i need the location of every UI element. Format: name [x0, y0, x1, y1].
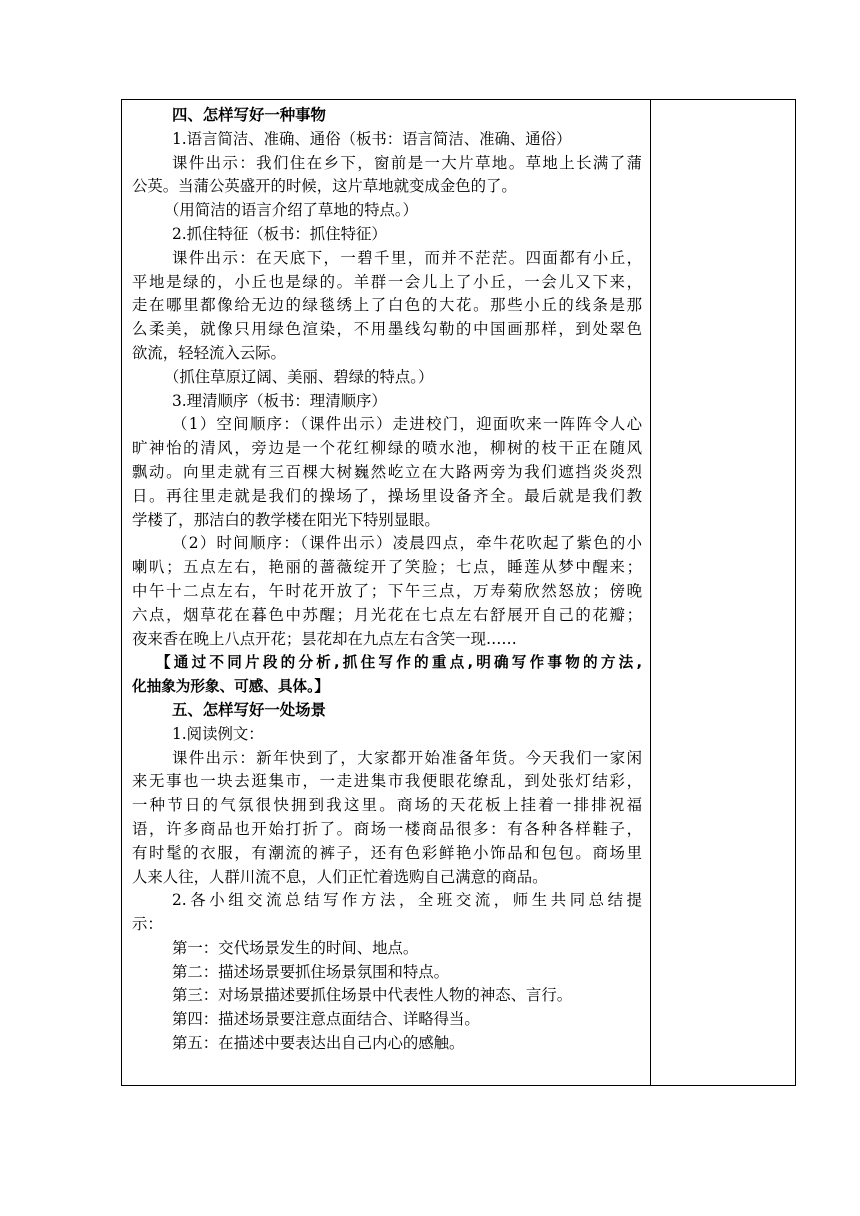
time-order-line: 中午十二点左右，午时花开放了；下午三点，万寿菊欣然怒放；傍晚 [132, 581, 642, 600]
example-2-line: 走在哪里都像给无边的绿毯绣上了白色的大花。那些小丘的线条是那 [132, 296, 642, 315]
example-2-line: 么柔美，就像只用绿色渲染，不用墨线勾勒的中国画那样，到处翠色 [132, 320, 642, 339]
point-2-key-features: 2.抓住特征（板书：抓住特征） [172, 224, 387, 243]
method-point: 第二：描述场景要抓住场景氛围和特点。 [172, 962, 450, 981]
example-2-line: 课件出示：在天底下，一碧千里，而并不茫茫。四面都有小丘， [172, 248, 642, 267]
method-point: 第三：对场景描述要抓住场景中代表性人物的神态、言行。 [172, 986, 573, 1005]
method-point: 第五：在描述中要表达出自己内心的感触。 [172, 1034, 465, 1053]
scene-example-line: 一种节日的气氛很快拥到我这里。商场的天花板上挂着一排排祝福 [132, 796, 642, 815]
summary-note-line: 化抽象为形象、可感、具体。】 [132, 678, 330, 696]
spatial-order-line: 旷神怡的清风，旁边是一个花红柳绿的喷水池，柳树的枝干正在随风 [132, 439, 642, 458]
spatial-order-line: 日。再往里走就是我们的操场了，操场里设备齐全。最后就是我们教 [132, 486, 642, 505]
scene-example-line: 人来人往，人群川流不息，人们正忙着选购自己满意的商品。 [132, 867, 548, 886]
example-2-line: 欲流，轻轻流入云际。 [132, 343, 286, 362]
summary-note-line: 【通过不同片段的分析,抓住写作的重点,明确写作事物的方法, [156, 654, 642, 672]
notes-column-cell [651, 100, 795, 1085]
read-example-label: 1.阅读例文： [172, 724, 264, 743]
time-order-line: 夜来香在晚上八点开花；昙花却在九点左右含笑一现…… [132, 629, 517, 648]
example-2-note: （抓住草原辽阔、美丽、碧绿的特点。） [164, 367, 434, 386]
scene-example-line: 有时髦的衣服，有潮流的裤子，还有色彩鲜艳小饰品和包包。商场里 [132, 843, 642, 862]
scene-example-line: 语，许多商品也开始打折了。商场一楼商品很多：有各种各样鞋子， [132, 819, 642, 838]
spatial-order-line: 飘动。向里走就有三百棵大树巍然屹立在大路两旁为我们遮挡炎炎烈 [132, 462, 642, 481]
example-2-line: 平地是绿的，小丘也是绿的。羊群一会儿上了小丘，一会儿又下来， [132, 272, 642, 291]
time-order-line: 喇叭；五点左右，艳丽的蔷薇绽开了笑脸；七点，睡莲从梦中醒来； [132, 558, 642, 577]
section-5-heading: 五、怎样写好一处场景 [172, 700, 326, 719]
method-point: 第一：交代场景发生的时间、地点。 [172, 938, 419, 957]
time-order-line: （2）时间顺序：（课件出示）凌晨四点，牵牛花吹起了紫色的小 [172, 534, 642, 553]
method-point: 第四：描述场景要注意点面结合、详略得当。 [172, 1010, 480, 1029]
group-discussion-line: 2.各小组交流总结写作方法，全班交流，师生共同总结提 [172, 891, 642, 910]
example-1-note: （用简洁的语言介绍了草地的特点。） [164, 201, 418, 220]
example-1-line: 公英。当蒲公英盛开的时候，这片草地就变成金色的了。 [132, 177, 517, 196]
spatial-order-line: （1）空间顺序：（课件出示）走进校门，迎面吹来一阵阵令人心 [172, 415, 642, 434]
main-content-cell [122, 100, 650, 1085]
scene-example-line: 课件出示：新年快到了，大家都开始准备年货。今天我们一家闲 [172, 748, 642, 767]
section-4-heading: 四、怎样写好一种事物 [172, 106, 326, 124]
group-discussion-line: 示： [132, 915, 163, 934]
point-1-concise-language: 1.语言简洁、准确、通俗（板书：语言简洁、准确、通俗） [172, 129, 572, 148]
spatial-order-line: 学楼了，那洁白的教学楼在阳光下特别显眼。 [132, 510, 440, 529]
point-3-order: 3.理清顺序（板书：理清顺序） [172, 391, 387, 410]
scene-example-line: 来无事也一块去逛集市，一走进集市我便眼花缭乱，到处张灯结彩， [132, 772, 642, 791]
time-order-line: 六点，烟草花在暮色中苏醒；月光花在七点左右舒展开自己的花瓣； [132, 605, 642, 624]
lesson-table [121, 99, 796, 1086]
example-1-line: 课件出示：我们住在乡下，窗前是一大片草地。草地上长满了蒲 [172, 153, 642, 172]
